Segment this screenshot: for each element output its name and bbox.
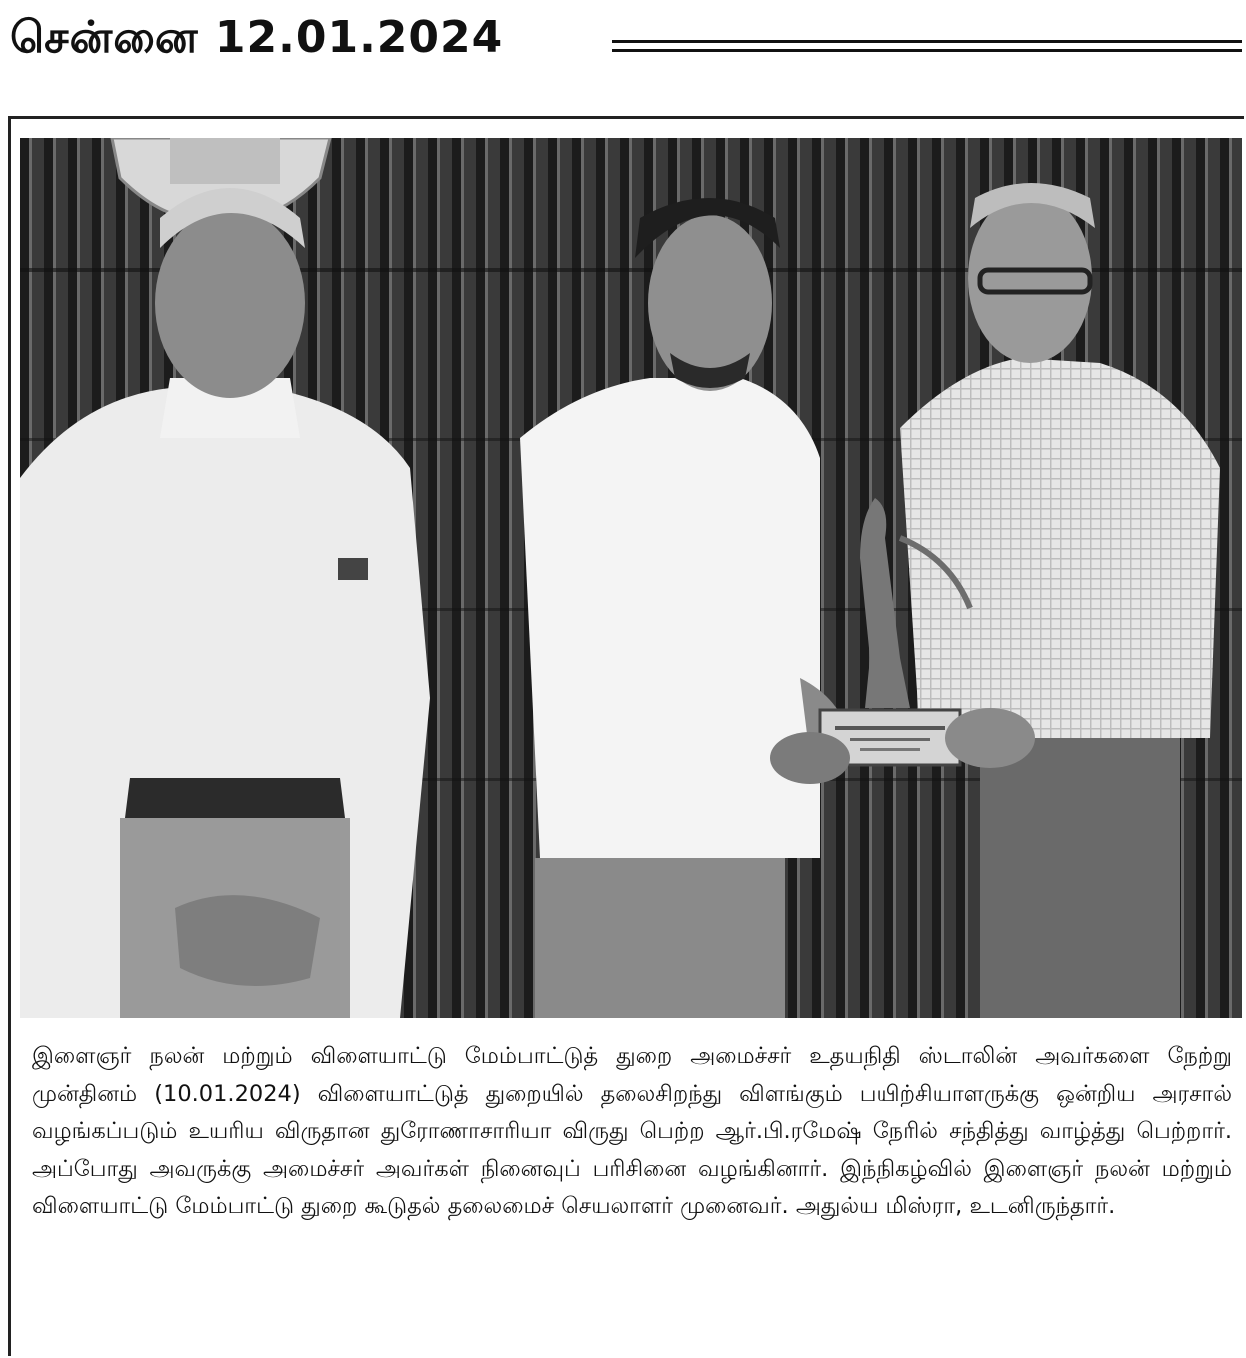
header-double-rule	[612, 40, 1242, 52]
newspaper-header	[0, 0, 1246, 88]
news-photo	[20, 138, 1242, 1018]
dateline-title: சென்னை 12.01.2024	[10, 12, 504, 63]
photo-caption: இளைஞர் நலன் மற்றும் விளையாட்டு மேம்பாட்டுத் துறை அமைச்சர் உதயநிதி ஸ்டாலின் அவர்களை நேற்று முன்தினம் (10.01.2024) விளையாட்டுத் துறையில் தலைசிறந்து விளங்கும் பயிற்சியாளருக்கு ஒன்றிய அரசால் வழங்கப்படும் உயரிய விருதான துரோணாசாரியா விருது பெற்ற ஆர்.பி.ரமேஷ் நேரில் சந்தித்து வாழ்த்து பெற்றார். அப்போது அவருக்கு அமைச்சர் அவர்கள் நினைவுப் பரிசினை வழங்கினார். இந்நிகழ்வில் இளைஞர் நலன் மற்றும் விளையாட்டு மேம்பாட்டு துறை கூடுதல் தலைமைச் செயலாளர் முனைவர். அதுல்ய மிஸ்ரா, உடனிருந்தார்.	[32, 1043, 1232, 1219]
